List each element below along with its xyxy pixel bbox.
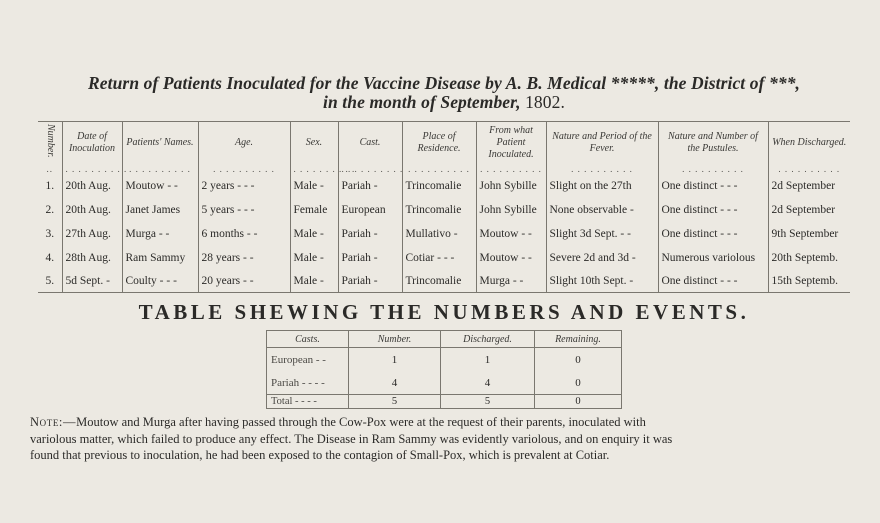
dots: . . . . . . . . . . — [546, 164, 658, 174]
dots: . . . . . . . . . . — [198, 164, 290, 174]
row-number: 3. — [45, 228, 55, 240]
number-value: 4 — [349, 371, 441, 395]
row-number: 4. — [45, 252, 55, 264]
document-title — [30, 74, 858, 112]
header-residence: Place of Residence. — [402, 122, 476, 165]
summary-heading: TABLE SHEWING THE NUMBERS AND EVENTS. — [138, 300, 750, 324]
discharged-value: 1 — [441, 348, 535, 372]
patient-sex: Male - — [290, 246, 338, 270]
header-cast: Cast. — [338, 122, 402, 165]
header-number: Number. — [38, 122, 62, 165]
title-line-1: Return of Patients Inoculated for the Vaccine Disease by A. B. Medical *****, the District of ***, — [87, 73, 801, 93]
header-discharged: When Discharged. — [768, 122, 850, 165]
summary-table — [266, 330, 622, 409]
cast-label: European - - — [267, 348, 349, 372]
dots: . . . . . . . . . . — [122, 164, 198, 174]
fever-description: Severe 2d and 3d - — [546, 246, 658, 270]
patient-age: 5 years - - - — [198, 198, 290, 222]
header-age: Age. — [198, 122, 290, 165]
footnote — [30, 414, 860, 464]
number-value: 1 — [349, 348, 441, 372]
table-row — [38, 270, 850, 293]
pustules-description: Numerous variolous — [658, 246, 768, 270]
total-number: 5 — [349, 395, 441, 409]
dots: . . . . . . . . . . — [62, 164, 122, 174]
discharged-value: 4 — [441, 371, 535, 395]
fever-description: Slight on the 27th — [546, 174, 658, 198]
dots: . . . . . . . . . . — [338, 164, 402, 174]
inoculation-date: 20th Aug. — [62, 174, 122, 198]
note-text-1: Moutow and Murga after having passed through the Cow-Pox were at the request of their parents, inoculated with — [76, 415, 646, 429]
dots: . . . . . . . . . . — [658, 164, 768, 174]
patient-age: 28 years - - — [198, 246, 290, 270]
note-line-1 — [30, 414, 860, 431]
header-pustules: Nature and Number of the Pustules. — [658, 122, 768, 165]
total-remaining: 0 — [535, 395, 622, 409]
table-row — [38, 246, 850, 270]
header-date: Date of Inoculation — [62, 122, 122, 165]
patient-name: Ram Sammy — [122, 246, 198, 270]
inoculation-date: 20th Aug. — [62, 198, 122, 222]
fever-description: None observable - — [546, 198, 658, 222]
patient-name: Murga - - — [122, 222, 198, 246]
patient-sex: Male - — [290, 270, 338, 293]
table-row — [267, 348, 622, 372]
header-fever: Nature and Period of the Fever. — [546, 122, 658, 165]
note-line-3: found that previous to inoculation, he had been exposed to the contagion of Small-Pox, which is prevalent at Cotiar. — [30, 448, 610, 462]
header-sex: Sex. — [290, 122, 338, 165]
note-label: Note:— — [30, 415, 77, 429]
inoculation-date: 27th Aug. — [62, 222, 122, 246]
note-line-2: variolous matter, which failed to produce any effect. The Disease in Ram Sammy was evidently variolous, and on enquiry it was — [30, 431, 673, 446]
patient-residence: Trincomalie — [402, 174, 476, 198]
pustules-description: One distinct - - - — [658, 198, 768, 222]
patient-name: Moutow - - — [122, 174, 198, 198]
patient-age: 2 years - - - — [198, 174, 290, 198]
patient-cast: Pariah - — [338, 174, 402, 198]
discharge-date: 2d September — [768, 198, 850, 222]
patient-name: Janet James — [122, 198, 198, 222]
table-row — [38, 222, 850, 246]
header-names: Patients' Names. — [122, 122, 198, 165]
dots: . . . . . . . . . . — [768, 164, 850, 174]
title-month: in the month of September, — [323, 92, 521, 112]
discharge-date: 20th Septemb. — [768, 246, 850, 270]
remaining-value: 0 — [535, 371, 622, 395]
total-row — [267, 395, 622, 409]
inoculation-date: 5d Sept. - — [62, 270, 122, 293]
dots: . . . . . . . . . . — [290, 164, 338, 174]
title-year: 1802. — [525, 92, 565, 112]
patient-cast: Pariah - — [338, 222, 402, 246]
patient-residence: Trincomalie — [402, 198, 476, 222]
dots: . . . . . . . . . . — [476, 164, 546, 174]
patient-cast: European — [338, 198, 402, 222]
patient-sex: Male - — [290, 222, 338, 246]
fever-description: Slight 3d Sept. - - — [546, 222, 658, 246]
table-row — [267, 371, 622, 395]
discharge-date: 9th September — [768, 222, 850, 246]
patient-sex: Male - — [290, 174, 338, 198]
row-number: 5. — [38, 270, 62, 293]
pustules-description: One distinct - - - — [658, 270, 768, 293]
patient-residence: Trincomalie — [402, 270, 476, 293]
header-number: Number. — [349, 331, 441, 348]
total-label: Total - - - - — [267, 395, 349, 409]
total-discharged: 5 — [441, 395, 535, 409]
fever-description: Slight 10th Sept. - — [546, 270, 658, 293]
dots: . . . . . . . . . . — [402, 164, 476, 174]
pustules-description: One distinct - - - — [658, 174, 768, 198]
patient-residence: Cotiar - - - — [402, 246, 476, 270]
inoculation-source: Murga - - — [476, 270, 546, 293]
inoculation-source: John Sybille — [476, 198, 546, 222]
header-casts: Casts. — [267, 331, 349, 348]
patient-name: Coulty - - - — [122, 270, 198, 293]
patient-age: 6 months - - — [198, 222, 290, 246]
patients-table — [38, 121, 850, 293]
inoculation-source: Moutow - - — [476, 222, 546, 246]
inoculation-date: 28th Aug. — [62, 246, 122, 270]
title-line-2 — [30, 93, 858, 112]
header-source: From what Patient Inoculated. — [476, 122, 546, 165]
patient-sex: Female — [290, 198, 338, 222]
discharge-date: 2d September — [768, 174, 850, 198]
inoculation-source: Moutow - - — [476, 246, 546, 270]
header-discharged: Discharged. — [441, 331, 535, 348]
table-row — [38, 174, 850, 198]
header-remaining: Remaining. — [535, 331, 622, 348]
patient-residence: Mullativo - — [402, 222, 476, 246]
patient-cast: Pariah - — [338, 246, 402, 270]
table-row — [38, 198, 850, 222]
dots: .. — [46, 164, 53, 174]
pustules-description: One distinct - - - — [658, 222, 768, 246]
inoculation-source: John Sybille — [476, 174, 546, 198]
patient-cast: Pariah - — [338, 270, 402, 293]
cast-label: Pariah - - - - — [267, 371, 349, 395]
discharge-date: 15th Septemb. — [768, 270, 850, 293]
row-number: 2. — [45, 204, 55, 216]
remaining-value: 0 — [535, 348, 622, 372]
patient-age: 20 years - - — [198, 270, 290, 293]
row-number: 1. — [45, 180, 55, 192]
